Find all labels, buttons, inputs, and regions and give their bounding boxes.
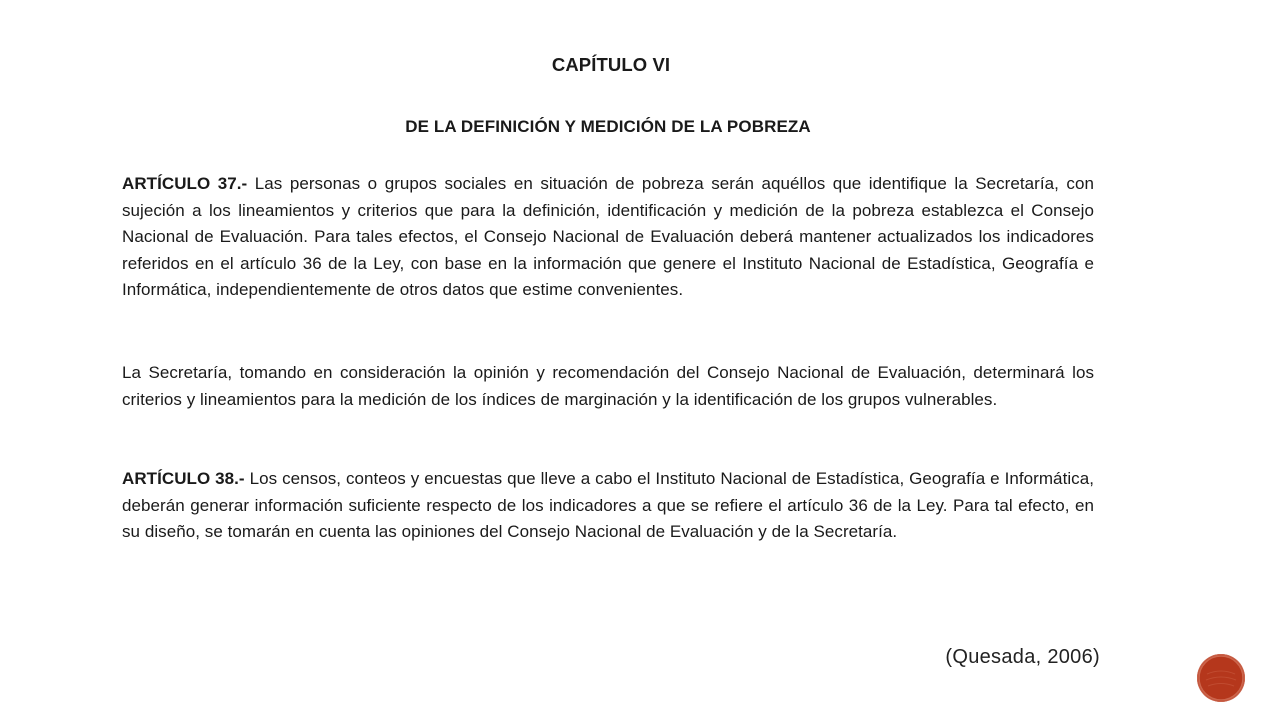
- article-38-text: Los censos, conteos y encuestas que lleve a cabo el Instituto Nacional de Estadística, Geografía e Informática, deberán generar información suficiente respecto de los indicadores a que se refiere el artículo 36 de la Ley. Para tal efecto, en su diseño, se tomarán en cuenta las opiniones del Consejo Nacional de Evaluación y de la Secretaría.: [122, 469, 1094, 542]
- circle-texture-icon: [1197, 654, 1245, 702]
- article-37-heading: ARTÍCULO 37.-: [122, 174, 248, 193]
- document-scan: [120, 54, 1096, 542]
- article-38-heading: ARTÍCULO 38.-: [122, 469, 245, 488]
- citation: (Quesada, 2006): [945, 646, 1100, 668]
- section-title: DE LA DEFINICIÓN Y MEDICIÓN DE LA POBREZA: [405, 117, 811, 136]
- article-37-paragraph: [122, 171, 1094, 304]
- article-37-text: Las personas o grupos sociales en situación de pobreza serán aquéllos que identifique la Secretaría, con sujeción a los lineamientos y criterios que para la definición, identificación y medición de la pobreza establezca el Consejo Nacional de Evaluación. Para tales efectos, el Consejo Nacional de Evaluación deberá mantener actualizados los indicadores referidos en el artículo 36 de la Ley, con base en la información que genere el Instituto Nacional de Estadística, Geografía e Informática, independientemente de otros datos que estime convenientes.: [122, 174, 1094, 300]
- article-37-second-paragraph: [122, 360, 1094, 413]
- article-37-second-text: La Secretaría, tomando en consideración la opinión y recomendación del Consejo Nacional de Evaluación, determinará los criterios y lineamientos para la medición de los índices de marginación y la identificación de los grupos vulnerables.: [122, 363, 1094, 409]
- chapter-title: CAPÍTULO VI: [551, 54, 671, 75]
- slide-nav-button[interactable]: [1197, 654, 1245, 702]
- article-38-paragraph: [122, 466, 1094, 546]
